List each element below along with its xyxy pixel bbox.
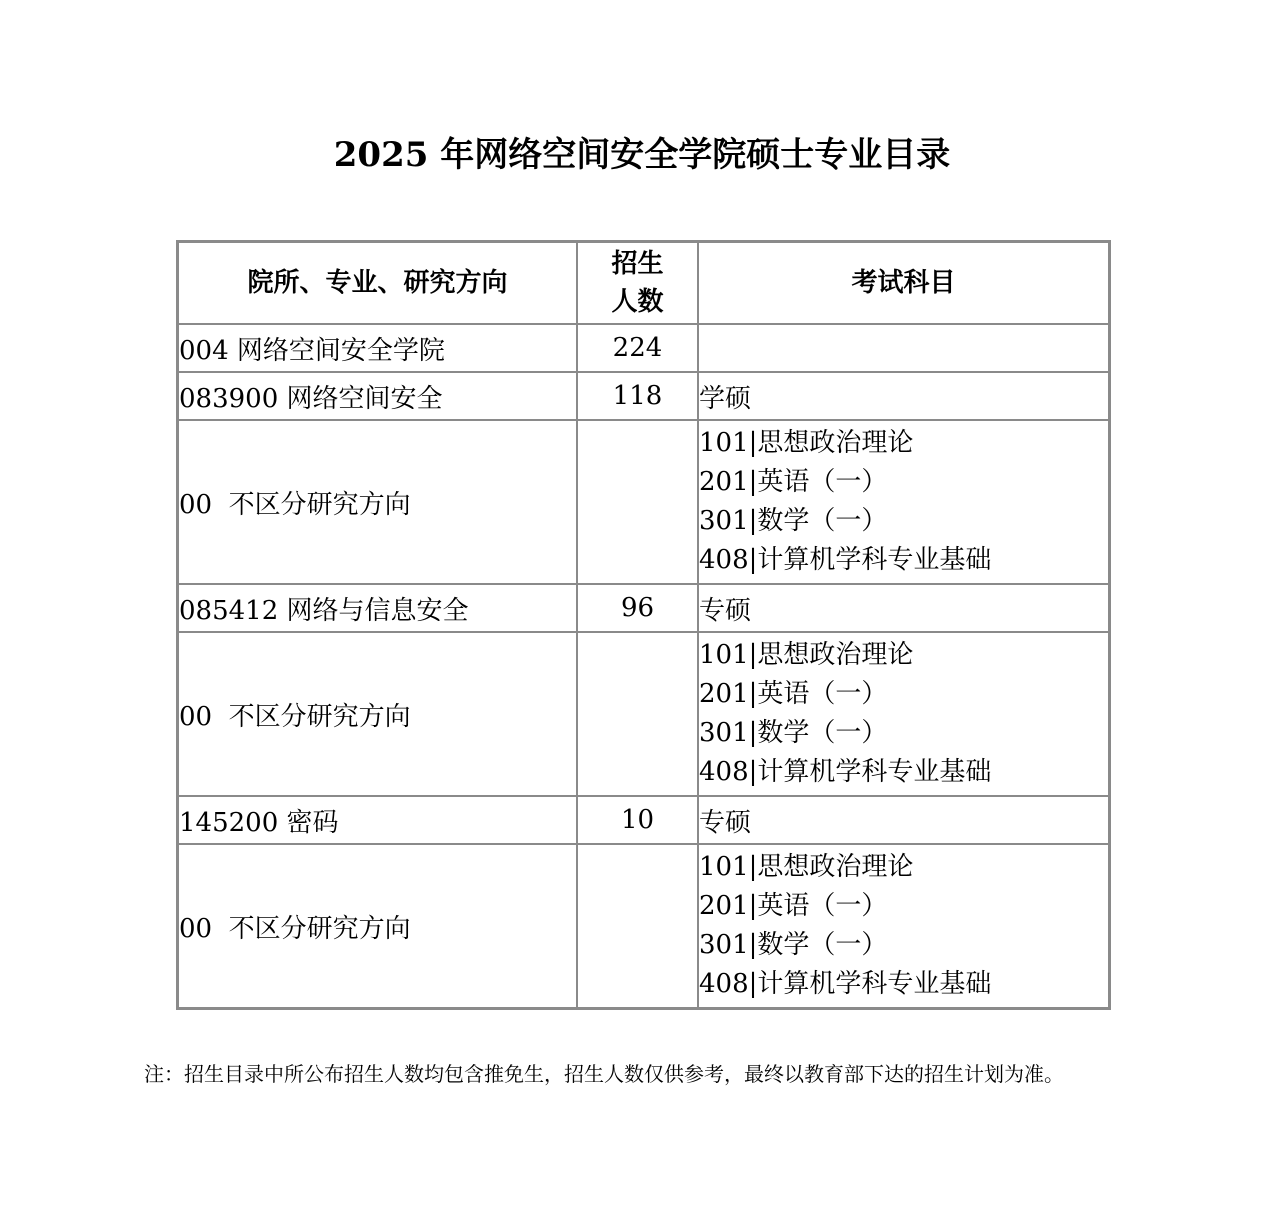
school-type xyxy=(698,324,1109,372)
subject-english: 201|英语（一） xyxy=(699,679,888,709)
direction-count xyxy=(577,632,698,796)
subject-politics: 101|思想政治理论 xyxy=(699,640,914,670)
major-count: 10 xyxy=(577,796,698,844)
direction-count xyxy=(577,844,698,1008)
major-row xyxy=(178,584,1109,632)
exam-subjects xyxy=(698,844,1109,1008)
footnote: 注：招生目录中所公布招生人数均包含推免生，招生人数仅供参考，最终以教育部下达的招生计划为准。 xyxy=(144,1062,1064,1086)
direction-count xyxy=(577,420,698,584)
school-name: 004 网络空间安全学院 xyxy=(178,324,577,372)
subject-politics: 101|思想政治理论 xyxy=(699,428,914,458)
research-direction: 00 不区分研究方向 xyxy=(178,420,577,584)
subject-cs-basics: 408|计算机学科专业基础 xyxy=(699,545,992,575)
header-enrollment-line1: 招生 xyxy=(611,249,664,279)
header-program: 院所、专业、研究方向 xyxy=(178,242,577,324)
research-direction: 00 不区分研究方向 xyxy=(178,844,577,1008)
major-degree-type: 专硕 xyxy=(698,796,1109,844)
subject-english: 201|英语（一） xyxy=(699,467,888,497)
major-count: 96 xyxy=(577,584,698,632)
major-name: 085412 网络与信息安全 xyxy=(178,584,577,632)
subject-cs-basics: 408|计算机学科专业基础 xyxy=(699,969,992,999)
subject-cs-basics: 408|计算机学科专业基础 xyxy=(699,757,992,787)
subject-math: 301|数学（一） xyxy=(699,506,888,536)
major-count: 118 xyxy=(577,372,698,420)
table-header-row xyxy=(178,242,1109,324)
exam-subjects xyxy=(698,632,1109,796)
major-degree-type: 专硕 xyxy=(698,584,1109,632)
school-row xyxy=(178,324,1109,372)
subject-math: 301|数学（一） xyxy=(699,930,888,960)
major-name: 083900 网络空间安全 xyxy=(178,372,577,420)
major-row xyxy=(178,796,1109,844)
catalog-table xyxy=(176,240,1111,1010)
header-enrollment xyxy=(577,242,698,324)
direction-row xyxy=(178,632,1109,796)
subject-english: 201|英语（一） xyxy=(699,891,888,921)
research-direction: 00 不区分研究方向 xyxy=(178,632,577,796)
major-degree-type: 学硕 xyxy=(698,372,1109,420)
major-name: 145200 密码 xyxy=(178,796,577,844)
direction-row xyxy=(178,420,1109,584)
header-exam-subjects: 考试科目 xyxy=(698,242,1109,324)
direction-row xyxy=(178,844,1109,1008)
subject-politics: 101|思想政治理论 xyxy=(699,852,914,882)
header-enrollment-line2: 人数 xyxy=(611,287,664,317)
exam-subjects xyxy=(698,420,1109,584)
major-row xyxy=(178,372,1109,420)
subject-math: 301|数学（一） xyxy=(699,718,888,748)
page-title: 2025 年网络空间安全学院硕士专业目录 xyxy=(333,135,951,175)
school-count: 224 xyxy=(577,324,698,372)
